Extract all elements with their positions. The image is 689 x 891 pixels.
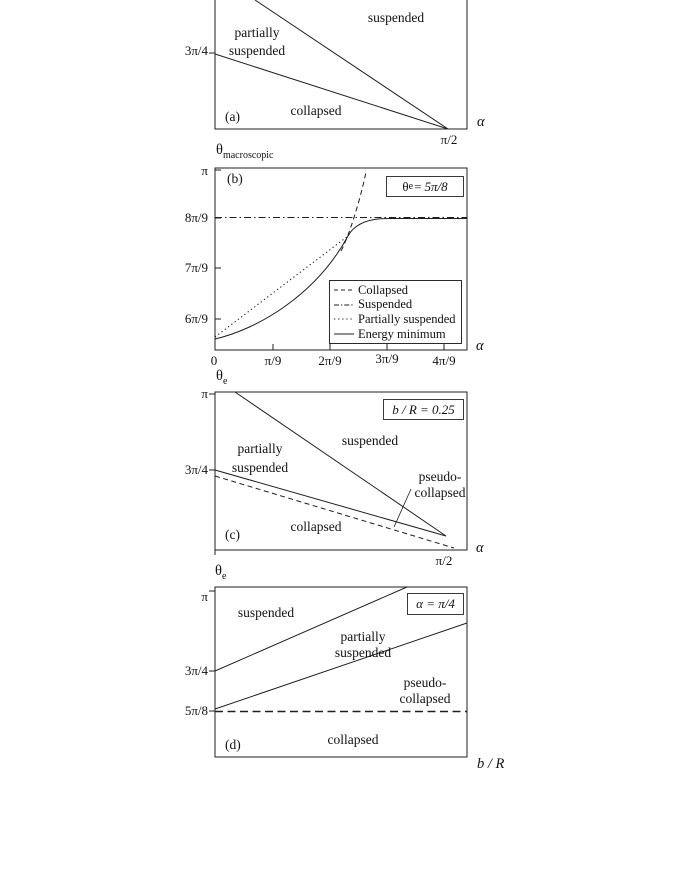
panel-c-condition-box bbox=[383, 399, 464, 420]
panel-d-region-pseudo-collapsed bbox=[400, 675, 451, 707]
panel-b-legend bbox=[329, 280, 462, 344]
panel-b-ytick-7pi9: 7π/9 bbox=[184, 260, 208, 275]
legend-label-suspended: Suspended bbox=[358, 297, 413, 312]
panel-b-condition-value: 5π/8 bbox=[424, 178, 448, 194]
panel-c-ytick-pi: π bbox=[201, 386, 208, 401]
panel-c-region-pseudo-line2: collapsed bbox=[414, 484, 466, 500]
panel-d-letter: (d) bbox=[225, 737, 241, 752]
panel-d-region-suspended: suspended bbox=[237, 605, 295, 620]
panel-b-xtick-3pi9: 3π/9 bbox=[375, 351, 399, 366]
panel-c-region-partially-line1: partially bbox=[237, 441, 283, 456]
panel-a-xtick-pi2: π/2 bbox=[440, 132, 458, 147]
panel-d-ylabel-subscript: e bbox=[221, 570, 227, 582]
panel-a-ytick-3pi4: 3π/4 bbox=[184, 43, 208, 58]
panel-d-condition-value: α = π/4 bbox=[416, 596, 455, 611]
panel-b-xlabel-alpha: α bbox=[476, 338, 484, 354]
panel-d-region-pseudo-line1: pseudo- bbox=[403, 675, 447, 690]
panel-d-condition-box bbox=[407, 593, 464, 615]
legend-item-suspended bbox=[332, 298, 461, 313]
panel-a-region-suspended: suspended bbox=[367, 10, 425, 25]
panel-d-region-partially-line1: partially bbox=[340, 629, 386, 644]
panel-b-xtick-2pi9: 2π/9 bbox=[318, 353, 342, 368]
panel-c-ylabel-theta: θ bbox=[216, 368, 223, 384]
panel-c-region-collapsed: collapsed bbox=[290, 519, 342, 534]
panel-a-region-collapsed: collapsed bbox=[290, 103, 342, 118]
panel-c-ylabel-subscript: e bbox=[222, 375, 228, 387]
panel-c-letter: (c) bbox=[225, 527, 240, 542]
panel-d-ticks bbox=[209, 591, 215, 711]
legend-label-energy-minimum: Energy minimum bbox=[358, 326, 446, 341]
legend-dotted-line-sample bbox=[332, 314, 356, 324]
legend-label-collapsed: Collapsed bbox=[358, 282, 408, 297]
panel-c-region-pseudo-line1: pseudo- bbox=[418, 469, 462, 484]
legend-label-partially-suspended: Partially suspended bbox=[358, 311, 456, 326]
panel-c-xlabel-alpha: α bbox=[476, 540, 484, 556]
panel-d-region-pseudo-line2: collapsed bbox=[399, 691, 451, 706]
panel-b-xtick-pi9: π/9 bbox=[264, 353, 282, 368]
panel-d-region-collapsed: collapsed bbox=[327, 732, 379, 747]
panel-b-condition-theta: θ bbox=[402, 178, 409, 194]
panel-c-condition-value: b / R = 0.25 bbox=[392, 401, 455, 417]
legend-dashdot-line-sample bbox=[332, 300, 356, 310]
panel-b-ytick-8pi9: 8π/9 bbox=[184, 210, 208, 225]
panel-b-ylabel-theta: θ bbox=[216, 142, 223, 158]
legend-solid-line-sample bbox=[332, 329, 356, 339]
panel-b-ytick-6pi9: 6π/9 bbox=[184, 311, 208, 326]
panel-d-xlabel-bR: b / R bbox=[477, 756, 505, 772]
panel-d-region-partially-line2: suspended bbox=[334, 645, 392, 660]
panel-b-ylabel bbox=[216, 143, 274, 163]
panel-a-region-partially-line2: suspended bbox=[228, 43, 286, 58]
panel-c-xtick-pi2: π/2 bbox=[435, 553, 453, 568]
panel-c-region-partially-suspended bbox=[232, 439, 288, 477]
panel-d-ytick-pi: π bbox=[201, 589, 208, 604]
panel-b-ylabel-subscript: macroscopic bbox=[222, 149, 274, 161]
panel-c-ticks bbox=[209, 394, 215, 555]
panel-c-ylabel bbox=[216, 369, 227, 389]
panel-a-letter: (a) bbox=[225, 109, 240, 124]
panel-b-ytick-pi: π bbox=[201, 163, 208, 178]
panel-d-ytick-3pi4: 3π/4 bbox=[184, 663, 208, 678]
panel-b-condition-equals: = bbox=[414, 178, 422, 194]
panel-b-yticks bbox=[215, 170, 221, 319]
panel-b-condition-box bbox=[386, 176, 464, 197]
panel-d-ylabel-theta: θ bbox=[215, 563, 222, 579]
panel-b-collapsed-curve bbox=[341, 172, 366, 251]
legend-item-collapsed bbox=[332, 283, 461, 298]
panel-a-region-partially-line1: partially bbox=[234, 25, 280, 40]
panel-c-region-suspended: suspended bbox=[341, 433, 399, 448]
panel-b-letter: (b) bbox=[227, 171, 243, 186]
legend-dashed-line-sample bbox=[332, 285, 356, 295]
panel-a-xlabel-alpha: α bbox=[477, 114, 485, 130]
panel-c-region-partially-line2: suspended bbox=[231, 460, 289, 475]
legend-item-energy-minimum bbox=[332, 327, 461, 342]
panel-b-xticks bbox=[215, 344, 444, 350]
panel-a-region-partially-suspended bbox=[229, 24, 285, 60]
panel-b-xtick-0: 0 bbox=[210, 353, 218, 368]
panel-b-condition-subscript: e bbox=[408, 181, 414, 192]
panel-d-ylabel bbox=[215, 564, 226, 584]
panel-c-pseudo-collapsed-leader-line bbox=[394, 489, 411, 527]
panel-d-ytick-5pi8: 5π/8 bbox=[184, 703, 208, 718]
panel-c-ytick-3pi4: 3π/4 bbox=[184, 462, 208, 477]
panel-c-region-pseudo-collapsed bbox=[415, 469, 466, 500]
panel-d-region-partially-suspended bbox=[335, 629, 391, 661]
panel-b-xtick-4pi9: 4π/9 bbox=[432, 353, 456, 368]
legend-item-partially-suspended bbox=[332, 312, 461, 327]
